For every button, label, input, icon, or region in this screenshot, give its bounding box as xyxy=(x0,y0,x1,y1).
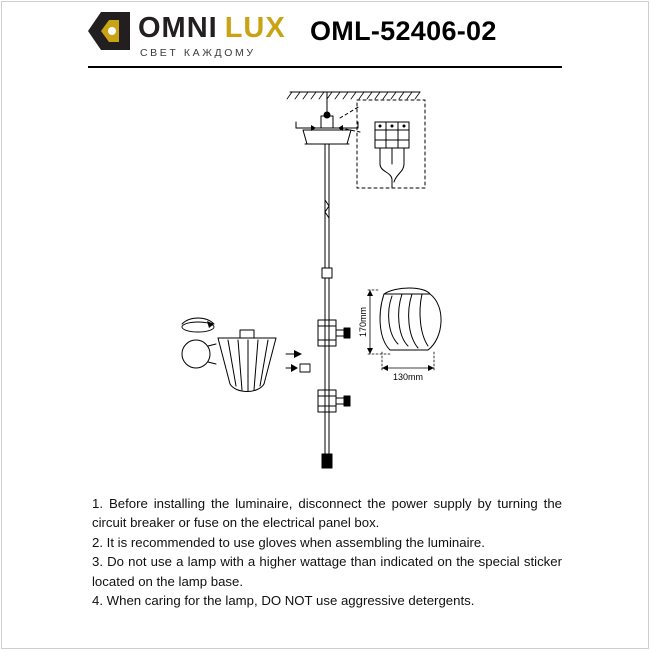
document-header xyxy=(0,0,650,72)
wire-terminal-block xyxy=(375,122,409,188)
instruction-item-2: 2. It is recommended to use gloves when assembling the luminaire. xyxy=(92,534,485,550)
instruction-item-4: 4. When caring for the lamp, DO NOT use aggressive detergents. xyxy=(92,593,475,609)
suspension-rod xyxy=(322,144,332,468)
brand-wordmark xyxy=(138,11,286,45)
header-divider xyxy=(88,66,562,68)
shade-dimensions xyxy=(366,288,441,372)
terminal-detail-frame xyxy=(340,100,425,188)
ceiling-mount-bracket xyxy=(296,92,358,144)
dimension-height-label: 170mm xyxy=(358,306,368,338)
ceiling-line xyxy=(287,92,420,99)
instructions-list xyxy=(92,494,562,610)
instruction-item-1: 1. Before installing the luminaire, disconnect the power supply by turning the circuit breaker or fuse on the electrical panel box. xyxy=(92,496,562,531)
brand-tagline: СВЕТ КАЖДОМУ xyxy=(140,47,256,59)
fixing-screw-block-lower xyxy=(318,390,350,412)
instruction-item-3: 3. Do not use a lamp with a higher wattage than indicated on the special sticker located on the lamp base. xyxy=(92,554,562,589)
dimension-width-label: 130mm xyxy=(392,372,424,382)
assembly-diagram xyxy=(0,72,650,482)
brand-name-primary: OMNI xyxy=(138,11,218,44)
bulb-shade-assembly xyxy=(182,318,310,392)
omnilux-diamond-logo-icon xyxy=(88,12,130,50)
brand-name-secondary: LUX xyxy=(224,11,286,44)
brand-logo xyxy=(88,10,313,62)
fixing-screw-block-upper xyxy=(318,320,350,346)
model-code: OML-52406-02 xyxy=(310,16,497,46)
assembly-diagram-svg xyxy=(0,72,650,482)
